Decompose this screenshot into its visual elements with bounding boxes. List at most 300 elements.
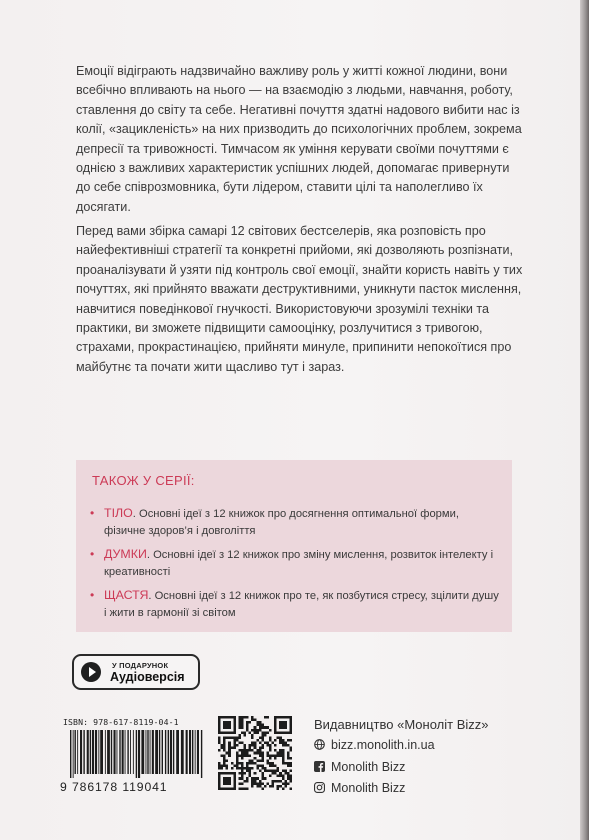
- qr-module: [266, 759, 269, 762]
- qr-module: [264, 716, 267, 719]
- barcode-bar: [75, 730, 76, 774]
- qr-module: [269, 736, 272, 739]
- qr-module: [282, 777, 285, 780]
- qr-module: [279, 752, 282, 755]
- qr-module: [241, 772, 244, 775]
- qr-module: [246, 787, 249, 790]
- qr-module: [238, 749, 241, 752]
- qr-module: [241, 731, 244, 734]
- qr-module: [256, 731, 259, 734]
- qr-module: [238, 782, 241, 785]
- qr-module: [261, 759, 264, 762]
- qr-module: [266, 744, 269, 747]
- qr-module: [221, 764, 224, 767]
- qr-module: [282, 754, 285, 757]
- barcode-bar: [92, 730, 94, 774]
- qr-module: [251, 777, 254, 780]
- qr-module: [261, 775, 264, 778]
- qr-module: [246, 752, 249, 755]
- qr-module: [274, 780, 277, 783]
- barcode-bar: [170, 730, 172, 774]
- qr-module: [246, 749, 249, 752]
- qr-module: [246, 764, 249, 767]
- barcode-bar: [176, 730, 179, 774]
- qr-module: [289, 770, 292, 773]
- qr-module: [249, 775, 252, 778]
- barcode-bar: [138, 730, 140, 778]
- qr-module: [282, 787, 285, 790]
- barcode-bar: [73, 730, 74, 778]
- qr-module: [241, 787, 244, 790]
- qr-module: [284, 772, 287, 775]
- barcode-bar: [189, 730, 191, 774]
- barcode-bar: [197, 730, 199, 774]
- qr-module: [231, 762, 234, 765]
- qr-module: [254, 731, 257, 734]
- qr-module: [238, 767, 241, 770]
- qr-module: [223, 757, 226, 760]
- qr-module: [266, 742, 269, 745]
- qr-module: [272, 780, 275, 783]
- qr-module: [238, 716, 241, 719]
- qr-module: [259, 747, 262, 750]
- barcode-bar: [98, 730, 99, 774]
- series-title: ТАКОЖ У СЕРІЇ:: [92, 473, 195, 488]
- barcode-digits: 9 786178 119041: [60, 780, 168, 794]
- qr-module: [241, 721, 244, 724]
- qr-module: [289, 747, 292, 750]
- qr-module: [259, 736, 262, 739]
- qr-module: [261, 731, 264, 734]
- qr-module: [251, 716, 254, 719]
- bullet-icon: •: [90, 506, 95, 520]
- barcode-bar: [133, 730, 134, 774]
- qr-module: [279, 721, 287, 729]
- qr-module: [241, 762, 244, 765]
- qr-module: [251, 782, 254, 785]
- qr-module: [223, 762, 226, 765]
- series-item-thoughts: [90, 546, 500, 581]
- qr-module: [254, 744, 257, 747]
- qr-module: [272, 754, 275, 757]
- qr-module: [284, 785, 287, 788]
- qr-module: [221, 747, 224, 750]
- qr-module: [282, 759, 285, 762]
- contact-facebook-text: Monolith Bizz: [331, 760, 406, 774]
- qr-module: [287, 744, 290, 747]
- qr-module: [272, 770, 275, 773]
- qr-module: [254, 780, 257, 783]
- qr-module: [284, 770, 287, 773]
- qr-module: [249, 770, 252, 773]
- barcode-bar: [105, 730, 106, 774]
- qr-module: [223, 749, 226, 752]
- qr-module: [221, 767, 224, 770]
- book-edge: [580, 0, 589, 840]
- barcode-bar: [162, 730, 163, 774]
- qr-module: [254, 762, 257, 765]
- qr-module: [254, 772, 257, 775]
- qr-module: [251, 744, 254, 747]
- bullet-icon: •: [90, 588, 95, 602]
- qr-module: [251, 736, 254, 739]
- qr-module: [279, 772, 282, 775]
- qr-module: [261, 757, 264, 760]
- qr-module: [246, 729, 249, 732]
- barcode-bar: [125, 730, 126, 774]
- qr-module: [238, 754, 241, 757]
- qr-module: [269, 749, 272, 752]
- qr-module: [223, 744, 226, 747]
- qr-module: [261, 747, 264, 750]
- qr-module: [269, 775, 272, 778]
- qr-module: [279, 780, 282, 783]
- qr-module: [269, 785, 272, 788]
- qr-module: [256, 782, 259, 785]
- qr-module: [218, 762, 221, 765]
- qr-module: [238, 772, 241, 775]
- qr-module: [269, 770, 272, 773]
- qr-module: [259, 764, 262, 767]
- qr-module: [279, 749, 282, 752]
- qr-module: [236, 744, 239, 747]
- qr-module: [223, 742, 226, 745]
- qr-module: [261, 767, 264, 770]
- qr-module: [246, 770, 249, 773]
- qr-module: [218, 739, 221, 742]
- qr-module: [249, 772, 252, 775]
- qr-module: [226, 764, 229, 767]
- qr-module: [241, 749, 244, 752]
- barcode-bar: [77, 730, 78, 774]
- qr-module: [264, 770, 267, 773]
- qr-module: [251, 759, 254, 762]
- qr-module: [238, 726, 241, 729]
- qr-module: [287, 772, 290, 775]
- qr-module: [256, 767, 259, 770]
- qr-module: [236, 752, 239, 755]
- qr-module: [282, 782, 285, 785]
- qr-module: [289, 739, 292, 742]
- qr-module: [223, 759, 226, 762]
- qr-module: [289, 762, 292, 765]
- qr-module: [244, 734, 247, 737]
- qr-module: [287, 782, 290, 785]
- qr-module: [279, 739, 282, 742]
- qr-module: [238, 736, 241, 739]
- barcode-bar: [186, 730, 188, 774]
- facebook-icon: [314, 761, 325, 772]
- qr-module: [272, 742, 275, 745]
- qr-module: [226, 736, 229, 739]
- qr-module: [287, 762, 290, 765]
- isbn-label: ISBN: 978-617-8119-04-1: [63, 717, 179, 727]
- qr-module: [256, 749, 259, 752]
- qr-module: [241, 767, 244, 770]
- qr-module: [244, 780, 247, 783]
- qr-module: [226, 759, 229, 762]
- qr-module: [246, 754, 249, 757]
- qr-module: [256, 785, 259, 788]
- qr-module: [259, 749, 262, 752]
- qr-module: [259, 724, 262, 727]
- qr-module: [238, 787, 241, 790]
- qr-module: [249, 759, 252, 762]
- qr-module: [269, 764, 272, 767]
- qr-module: [251, 729, 254, 732]
- qr-module: [289, 787, 292, 790]
- qr-module: [241, 754, 244, 757]
- barcode-bar: [136, 730, 137, 778]
- qr-module: [272, 785, 275, 788]
- qr-module: [284, 762, 287, 765]
- qr-module: [266, 716, 269, 719]
- qr-module: [259, 780, 262, 783]
- qr-module: [226, 752, 229, 755]
- qr-module: [254, 729, 257, 732]
- qr-module: [233, 747, 236, 750]
- qr-module: [272, 762, 275, 765]
- qr-module: [218, 749, 221, 752]
- qr-module: [244, 747, 247, 750]
- qr-module: [256, 721, 259, 724]
- qr-module: [221, 744, 224, 747]
- qr-module: [241, 742, 244, 745]
- qr-module: [226, 767, 229, 770]
- barcode-bar: [192, 730, 193, 774]
- barcode-bar: [159, 730, 160, 774]
- qr-module: [274, 764, 277, 767]
- qr-module: [228, 744, 231, 747]
- barcode-bar: [155, 730, 158, 774]
- qr-module: [289, 777, 292, 780]
- qr-module: [282, 775, 285, 778]
- qr-module: [259, 726, 262, 729]
- audio-version-badge: [72, 654, 200, 690]
- barcode-bar: [141, 730, 144, 774]
- qr-module: [259, 721, 262, 724]
- qr-module: [251, 780, 254, 783]
- barcode-bar: [107, 730, 110, 774]
- qr-module: [277, 752, 280, 755]
- barcode-bar: [111, 730, 112, 774]
- qr-module: [249, 762, 252, 765]
- qr-module: [241, 724, 244, 727]
- barcode: [69, 730, 206, 778]
- qr-module: [259, 729, 262, 732]
- qr-module: [287, 739, 290, 742]
- barcode-bar: [150, 730, 151, 774]
- qr-module: [238, 777, 241, 780]
- qr-module: [244, 772, 247, 775]
- qr-module: [269, 729, 272, 732]
- qr-module: [246, 767, 249, 770]
- contact-website-text: bizz.monolith.in.ua: [331, 738, 435, 752]
- qr-module: [236, 754, 239, 757]
- qr-module: [269, 747, 272, 750]
- qr-module: [277, 785, 280, 788]
- qr-module: [287, 757, 290, 760]
- qr-module: [241, 777, 244, 780]
- qr-module: [236, 762, 239, 765]
- qr-module: [249, 721, 252, 724]
- description-paragraph-2: Перед вами збірка самарі 12 світових бестселерів, яка розповість про найефективніші стратегії та конкретні прийоми, які дозволяють розпізнати, проаналізувати й узяти під контроль свої емоції, знайти користь навіть у тих почуттях, які прийнято вважати деструктивними, уникнути пасток мислення, навчитися поведінкової гнучкості. Використовуючи зрозумілі техніки та практики, ви зможете підвищити самооцінку, розлучитися з тривогою, страхами, прокрастинацією, прийняти минуле, припинити непокоїтися про майбутнє та почати жити щасливо тут і зараз.: [76, 224, 523, 374]
- qr-module: [264, 742, 267, 745]
- qr-module: [241, 782, 244, 785]
- qr-module: [254, 752, 257, 755]
- qr-module: [246, 721, 249, 724]
- qr-module: [241, 764, 244, 767]
- barcode-bar: [146, 730, 147, 774]
- contact-instagram-text: Monolith Bizz: [331, 781, 406, 795]
- qr-module: [244, 731, 247, 734]
- qr-module: [223, 739, 226, 742]
- qr-module: [236, 757, 239, 760]
- qr-module: [241, 770, 244, 773]
- qr-module: [261, 739, 264, 742]
- qr-module: [279, 742, 282, 745]
- qr-module: [256, 724, 259, 727]
- qr-module: [238, 721, 241, 724]
- qr-module: [277, 754, 280, 757]
- qr-module: [279, 754, 282, 757]
- web-icon: [314, 739, 325, 750]
- qr-module: [277, 775, 280, 778]
- qr-module: [233, 739, 236, 742]
- qr-module: [274, 770, 277, 773]
- qr-module: [287, 777, 290, 780]
- qr-module: [223, 754, 226, 757]
- qr-module: [251, 785, 254, 788]
- barcode-bar: [165, 730, 166, 774]
- qr-module: [289, 775, 292, 778]
- qr-module: [274, 772, 277, 775]
- qr-module: [287, 764, 290, 767]
- qr-module: [266, 770, 269, 773]
- qr-module: [266, 752, 269, 755]
- qr-module: [279, 775, 282, 778]
- qr-module: [269, 739, 272, 742]
- qr-module: [261, 724, 264, 727]
- qr-module: [254, 777, 257, 780]
- qr-module: [282, 749, 285, 752]
- qr-module: [223, 777, 231, 785]
- qr-module: [228, 742, 231, 745]
- qr-module: [254, 782, 257, 785]
- qr-module: [282, 752, 285, 755]
- barcode-bar: [173, 730, 174, 774]
- qr-module: [249, 731, 252, 734]
- audio-version-label: Аудіоверсія: [110, 670, 185, 684]
- qr-module: [218, 736, 221, 739]
- barcode-bar: [114, 730, 116, 774]
- qr-module: [269, 744, 272, 747]
- qr-module: [261, 777, 264, 780]
- play-icon: [81, 662, 101, 682]
- barcode-bar: [181, 730, 184, 774]
- qr-module: [274, 754, 277, 757]
- qr-module: [254, 742, 257, 745]
- barcode-bar: [127, 730, 128, 774]
- qr-module: [236, 759, 239, 762]
- qr-module: [254, 757, 257, 760]
- qr-module: [241, 775, 244, 778]
- qr-module: [244, 787, 247, 790]
- qr-module: [264, 734, 267, 737]
- qr-module: [272, 772, 275, 775]
- qr-module: [241, 726, 244, 729]
- barcode-bar: [70, 730, 71, 778]
- series-item-name: ТІЛО: [104, 506, 133, 520]
- qr-module: [259, 742, 262, 745]
- qr-module: [249, 744, 252, 747]
- qr-module: [282, 770, 285, 773]
- qr-module: [238, 719, 241, 722]
- series-item-text: . Основні ідеї з 12 книжок про те, як позбутися стресу, зцілити душу і жити в гармонії зі світом: [104, 590, 499, 619]
- qr-module: [261, 754, 264, 757]
- qr-module: [233, 736, 236, 739]
- qr-module: [244, 716, 247, 719]
- qr-module: [287, 752, 290, 755]
- contact-facebook: [314, 760, 405, 778]
- qr-module: [256, 729, 259, 732]
- qr-module: [236, 736, 239, 739]
- series-item-body: [90, 505, 500, 540]
- qr-module: [266, 731, 269, 734]
- contact-website: [314, 738, 435, 756]
- qr-module: [261, 736, 264, 739]
- qr-module: [256, 739, 259, 742]
- barcode-bar: [130, 730, 131, 774]
- qr-module: [274, 744, 277, 747]
- qr-module: [246, 724, 249, 727]
- qr-module: [282, 762, 285, 765]
- qr-module: [269, 757, 272, 760]
- description-paragraph-1: Емоції відіграють надзвичайно важливу роль у житті кожної людини, вони всебічно впливають на нього — на взаємодію з людьми, навчання, роботу, ставлення до світу та себе. Негативні почуття здатні надового вибити нас із колії, «зацикленість» на них призводить до психологічних проблем, зокрема депресії та тривожності. Тимчасом як уміння керувати своїми почуттями є однією з важливих характеристик успішних людей, допомагає привернути до себе співрозмовника, бути лідером, ставити цілі та наполегливо їх досягати.: [76, 64, 522, 214]
- qr-module: [246, 777, 249, 780]
- qr-module: [289, 780, 292, 783]
- qr-module: [221, 754, 224, 757]
- qr-module: [233, 744, 236, 747]
- barcode-bar: [90, 730, 91, 774]
- qr-module: [284, 782, 287, 785]
- qr-module: [231, 736, 234, 739]
- qr-module: [246, 726, 249, 729]
- qr-module: [218, 764, 221, 767]
- qr-module: [277, 767, 280, 770]
- qr-module: [249, 747, 252, 750]
- qr-module: [266, 782, 269, 785]
- qr-module: [259, 770, 262, 773]
- qr-module: [228, 754, 231, 757]
- qr-module: [259, 752, 262, 755]
- qr-module: [218, 742, 221, 745]
- qr-module: [264, 726, 267, 729]
- qr-module: [279, 736, 282, 739]
- qr-module: [251, 719, 254, 722]
- qr-module: [244, 767, 247, 770]
- qr-module: [231, 767, 234, 770]
- barcode-bar: [152, 730, 154, 774]
- qr-module: [261, 782, 264, 785]
- qr-module: [251, 749, 254, 752]
- qr-module: [236, 764, 239, 767]
- qr-module: [238, 734, 241, 737]
- qr-module: [259, 759, 262, 762]
- barcode-bar: [100, 730, 103, 774]
- qr-module: [279, 785, 282, 788]
- qr-module: [233, 764, 236, 767]
